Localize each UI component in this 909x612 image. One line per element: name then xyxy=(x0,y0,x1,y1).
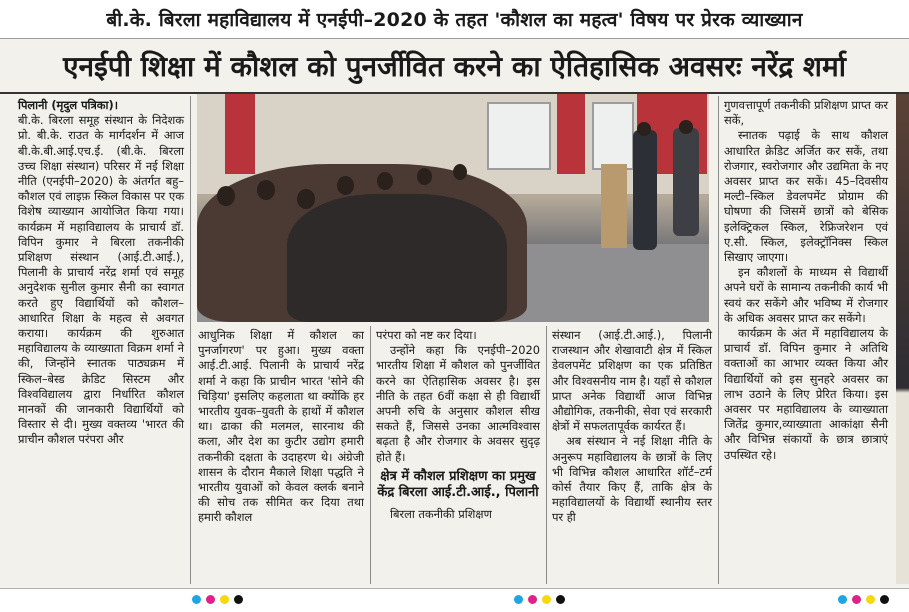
paragraph: बी.के. बिरला समूह संस्थान के निदेशक प्रो. बी.के. राउत के मार्गदर्शन में आज बी.के.बी.आई.एच.ई. (बी.के. बिरला उच्च शिक्षा संस्थान) परिसर में नई शिक्षा नीति (एनईपी–2020) के अंतर्गत बहु–कौशल एवं लाइफ़ स्किल विकास पर एक विशेष व्याख्यान आयोजित किया गया। कार्यक्रम में महाविद्यालय के प्राचार्य डॉ. विपिन कुमार ने बिरला तकनीकी प्रशिक्षण संस्थान (आई.टी.आई.), पिलानी के प्राचार्य नरेंद्र शर्मा एवं समूह अनुदेशक सुनील कुमार सैनी का स्वागत करते हुए विद्यार्थियों को कौशल–आधारित शिक्षा के महत्व से अवगत कराया। कार्यक्रम की शुरुआत महाविद्यालय के व्याख्याता विक्रम शर्मा ने की, जिन्होंने स्नातक पाठ्यक्रम में स्किल–बेस्ड क्रेडिट सिस्टम और विश्वविद्यालय द्वारा निर्धारित कौशल मानकों की जानकारी विद्यार्थियों को विस्तार से दी। मुख्य वक्तव्य 'भारत की प्राचीन कौशल परंपरा और xyxy=(18,113,184,447)
registration-dot-cyan xyxy=(192,595,201,604)
paragraph: अब संस्थान ने नई शिक्षा नीति के अनुरूप महाविद्यालय के छात्रों के लिए भी विभिन्न कौशल आधारित शॉर्ट–टर्म कोर्स तैयार किए हैं, ताकि क्षेत्र के महाविद्यालयों के विद्यार्थी स्थानीय स्तर पर ही xyxy=(552,434,712,525)
registration-dot-black xyxy=(880,595,889,604)
dateline xyxy=(18,98,184,113)
registration-dot-magenta xyxy=(206,595,215,604)
article-column-2 xyxy=(198,328,364,584)
audience-head xyxy=(453,164,467,180)
guest-head xyxy=(679,120,693,134)
registration-dot-yellow xyxy=(542,595,551,604)
event-photo xyxy=(197,94,709,322)
audience-head xyxy=(417,168,432,185)
print-margin xyxy=(0,588,909,612)
kicker-headline: बी.के. बिरला महाविद्यालय में एनईपी–2020 के तहत 'कौशल का महत्व' विषय पर प्रेरक व्याख्यान xyxy=(0,0,909,39)
article-column-3 xyxy=(376,328,540,584)
audience-head xyxy=(337,176,354,195)
registration-dot-cyan xyxy=(838,595,847,604)
paragraph: परंपरा को नष्ट कर दिया। xyxy=(376,328,477,342)
paragraph: इन कौशलों के माध्यम से विद्यार्थी अपने घरों के सामान्य तकनीकी कार्य भी स्वयं कर सकेंगे और भविष्य में रोजगार के अधिक अवसर प्राप्त कर सकेंगे। xyxy=(724,265,888,325)
paragraph: स्नातक पढ़ाई के साथ कौशल आधारित क्रेडिट अर्जित कर सकें, तथा रोजगार, स्वरोजगार और उद्यमिता के नए अवसर प्राप्त कर सकें। 45–दिवसीय मल्टी–स्किल डेवलपमेंट प्रोग्राम की घोषणा की जिसमें छात्रों को बेसिक इलेक्ट्रिकल स्किल, रेफ्रिजरेशन एवं ए.सी. स्किल, इलेक्ट्रॉनिक्स स्किल सिखाए जाएगा। xyxy=(724,128,888,265)
audience-head xyxy=(217,186,235,206)
speaker-head xyxy=(637,122,651,136)
photo-curtain xyxy=(557,94,585,174)
audience-head xyxy=(257,180,275,200)
paragraph: गुणवत्तापूर्ण तकनीकी प्रशिक्षण प्राप्त कर सकें, xyxy=(724,98,888,128)
photo-curtain xyxy=(225,94,255,174)
registration-dot-magenta xyxy=(528,595,537,604)
photo-window xyxy=(592,102,634,170)
audience-head xyxy=(297,189,315,209)
subheading: क्षेत्र में कौशल प्रशिक्षण का प्रमुख केंद्र बिरला आई.टी.आई., पिलानी xyxy=(377,468,539,500)
guest xyxy=(673,128,699,236)
article-column-5 xyxy=(724,98,888,584)
paragraph: बिरला तकनीकी प्रशिक्षण xyxy=(390,506,492,521)
registration-dot-black xyxy=(234,595,243,604)
paragraph: उन्होंने कहा कि एनईपी–2020 भारतीय शिक्षा में कौशल को पुनर्जीवित करने का ऐतिहासिक अवसर है। इस नीति के तहत 6वीं कक्षा से ही विद्यार्थी अपनी रुचि के अनुसार कौशल सीख सकते हैं, जिससे उनका आत्मविश्वास बढ़ता है और रोजगार के अवसर सुदृढ़ होते हैं। xyxy=(376,343,540,464)
photo-window xyxy=(487,102,551,170)
registration-dot-yellow xyxy=(866,595,875,604)
paragraph: संस्थान (आई.टी.आई.), पिलानी राजस्थान और शेखावाटी क्षेत्र में स्किल डेवलपमेंट प्रशिक्षण का एक प्रतिष्ठित और विश्वसनीय नाम है। यहाँ से कौशल प्राप्त अनेक विद्यार्थी आज विभिन्न औद्योगिक, तकनीकी, सेवा एवं सरकारी क्षेत्रों में सफलतापूर्वक कार्यरत हैं। xyxy=(552,328,712,434)
article-column-1 xyxy=(18,98,184,584)
podium xyxy=(601,164,627,248)
article-column-4 xyxy=(552,328,712,584)
audience xyxy=(287,194,507,322)
speaker xyxy=(633,130,657,250)
dateline-text: पिलानी (मृदुल पत्रिका)। xyxy=(18,98,119,112)
registration-dot-cyan xyxy=(514,595,523,604)
column-divider xyxy=(370,326,371,584)
registration-dot-yellow xyxy=(220,595,229,604)
adjacent-page-edge xyxy=(896,94,909,584)
registration-dot-magenta xyxy=(852,595,861,604)
column-divider xyxy=(546,326,547,584)
column-divider xyxy=(190,96,191,584)
paragraph: आधुनिक शिक्षा में कौशल का पुनर्जागरण' पर हुआ। मुख्य वक्ता आई.टी.आई. पिलानी के प्राचार्य नरेंद्र शर्मा ने कहा कि प्राचीन भारत 'सोने की चिड़िया' इसलिए कहलाता था क्योंकि हर भारतीय युवक–युवती के हाथों में कौशल था। ढाका की मलमल, सारनाथ की कला, और देश का कुटीर उद्योग हमारी तकनीकी दक्षता के उदाहरण थे। अंग्रेजी शासन के दौरान मैकाले शिक्षा पद्धति ने भारतीय युवाओं को केवल क्लर्क बनाने की सोच तक सीमित कर दिया तथा हमारी कौशल xyxy=(198,328,364,525)
registration-dot-black xyxy=(556,595,565,604)
main-headline: एनईपी शिक्षा में कौशल को पुनर्जीवित करने का ऐतिहासिक अवसरः नरेंद्र शर्मा xyxy=(0,40,909,94)
column-divider xyxy=(718,96,719,584)
audience-head xyxy=(377,172,393,190)
paragraph: कार्यक्रम के अंत में महाविद्यालय के प्राचार्य डॉ. विपिन कुमार ने अतिथि वक्ताओं का आभार व्यक्त किया और विद्यार्थियों को इस सुनहरे अवसर का लाभ उठाने के लिए प्रेरित किया। इस अवसर पर महाविद्यालय के व्याख्याता जितेंद्र कुमार,व्याख्याता आकांक्षा सैनी और विभिन्न संकायों के छात्र छात्राएं उपस्थित रहे। xyxy=(724,326,888,462)
